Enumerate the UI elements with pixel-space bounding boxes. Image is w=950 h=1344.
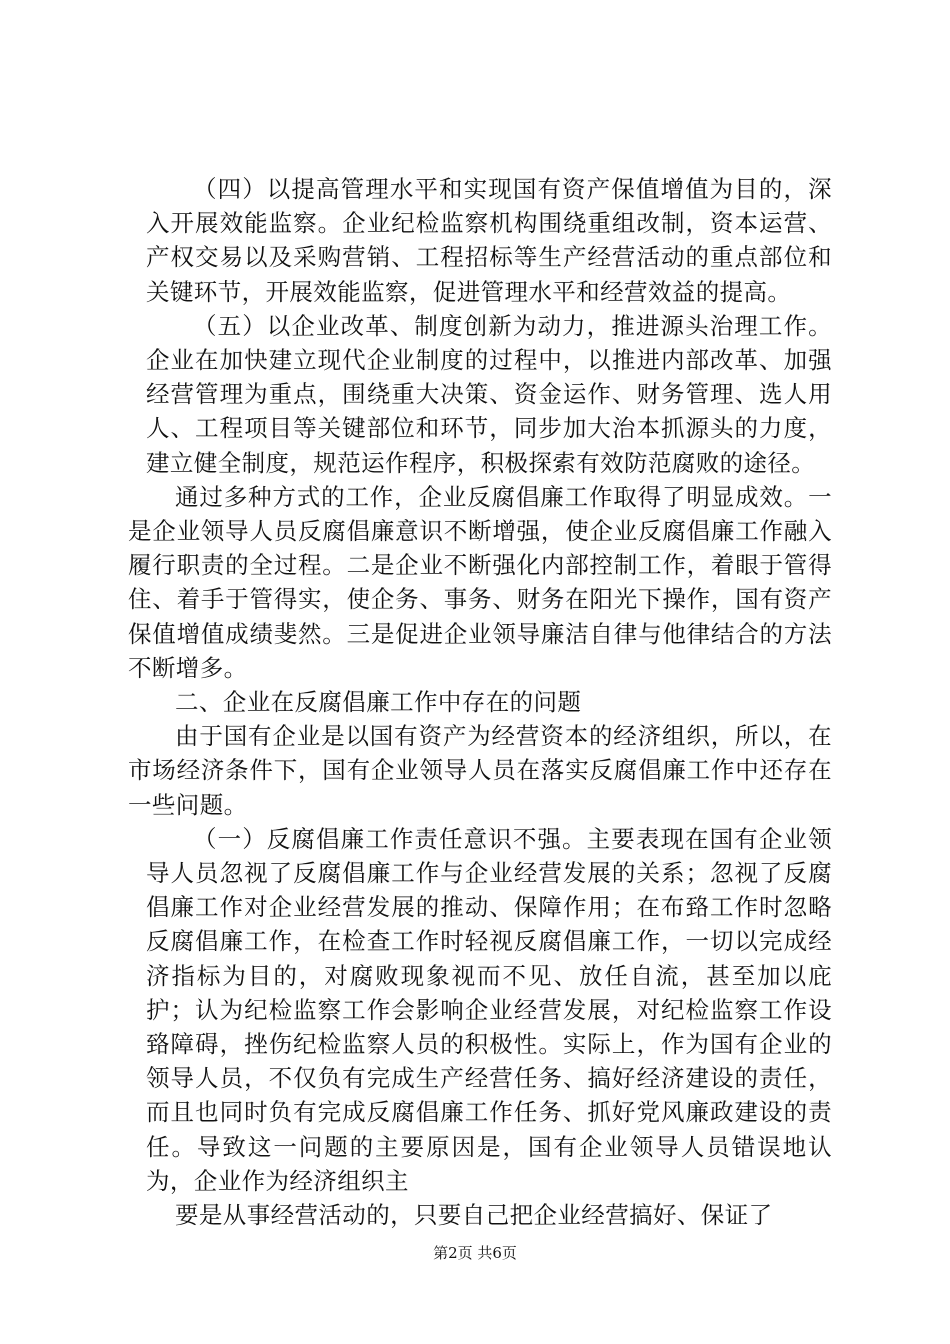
paragraph-intro-problems: 由于国有企业是以国有资产为经营资本的经济组织，所以，在市场经济条件下，国有企业领导人员在落实反腐倡廉工作中还存在一些问题。 xyxy=(128,722,832,819)
paragraph-4: （四）以提高管理水平和实现国有资产保值增值为目的，深入开展效能监察。企业纪检监察机构围绕重组改制，资本运营、产权交易以及采购营销、工程招标等生产经营活动的重点部位和关键环节，开展效能监察，促进管理水平和经营效益的提高。 xyxy=(146,175,832,306)
body-text xyxy=(128,172,832,1232)
section-heading-2: 二、企业在反腐倡廉工作中存在的问题 xyxy=(175,688,582,717)
paragraph-results: 通过多种方式的工作，企业反腐倡廉工作取得了明显成效。一是企业领导人员反腐倡廉意识不断增强，使企业反腐倡廉工作融入履行职责的全过程。二是企业不断强化内部控制工作，着眼于管得住、着手于管得实，使企务、事务、财务在阳光下操作，国有资产保值增值成绩斐然。三是促进企业领导廉洁自律与他律结合的方法不断增多。 xyxy=(128,482,832,682)
page-footer: 第2页 共6页 xyxy=(433,1244,517,1262)
paragraph-problem-1: （一）反腐倡廉工作责任意识不强。主要表现在国有企业领导人员忽视了反腐倡廉工作与企业经营发展的关系；忽视了反腐倡廉工作对企业经营发展的推动、保障作用；在布臵工作时忽略反腐倡廉工作，在检查工作时轻视反腐倡廉工作，一切以完成经济指标为目的，对腐败现象视而不见、放任自流，甚至加以庇护；认为纪检监察工作会影响企业经营发展，对纪检监察工作设臵障碍，挫伤纪检监察人员的积极性。实际上，作为国有企业的领导人员，不仅负有完成生产经营任务、搞好经济建设的责任，而且也同时负有完成反腐倡廉工作任务、抓好党风廉政建设的责任。导致这一问题的主要原因是，国有企业领导人员错误地认为，企业作为经济组织主 xyxy=(146,824,832,1195)
paragraph-continuation: 要是从事经营活动的，只要自己把企业经营搞好、保证了 xyxy=(175,1201,773,1230)
paragraph-5: （五）以企业改革、制度创新为动力，推进源头治理工作。企业在加快建立现代企业制度的过程中，以推进内部改革、加强经营管理为重点，围绕重大决策、资金运作、财务管理、选人用人、工程项目等关键部位和环节，同步加大治本抓源头的力度，建立健全制度，规范运作程序，积极探索有效防范腐败的途径。 xyxy=(146,311,832,477)
